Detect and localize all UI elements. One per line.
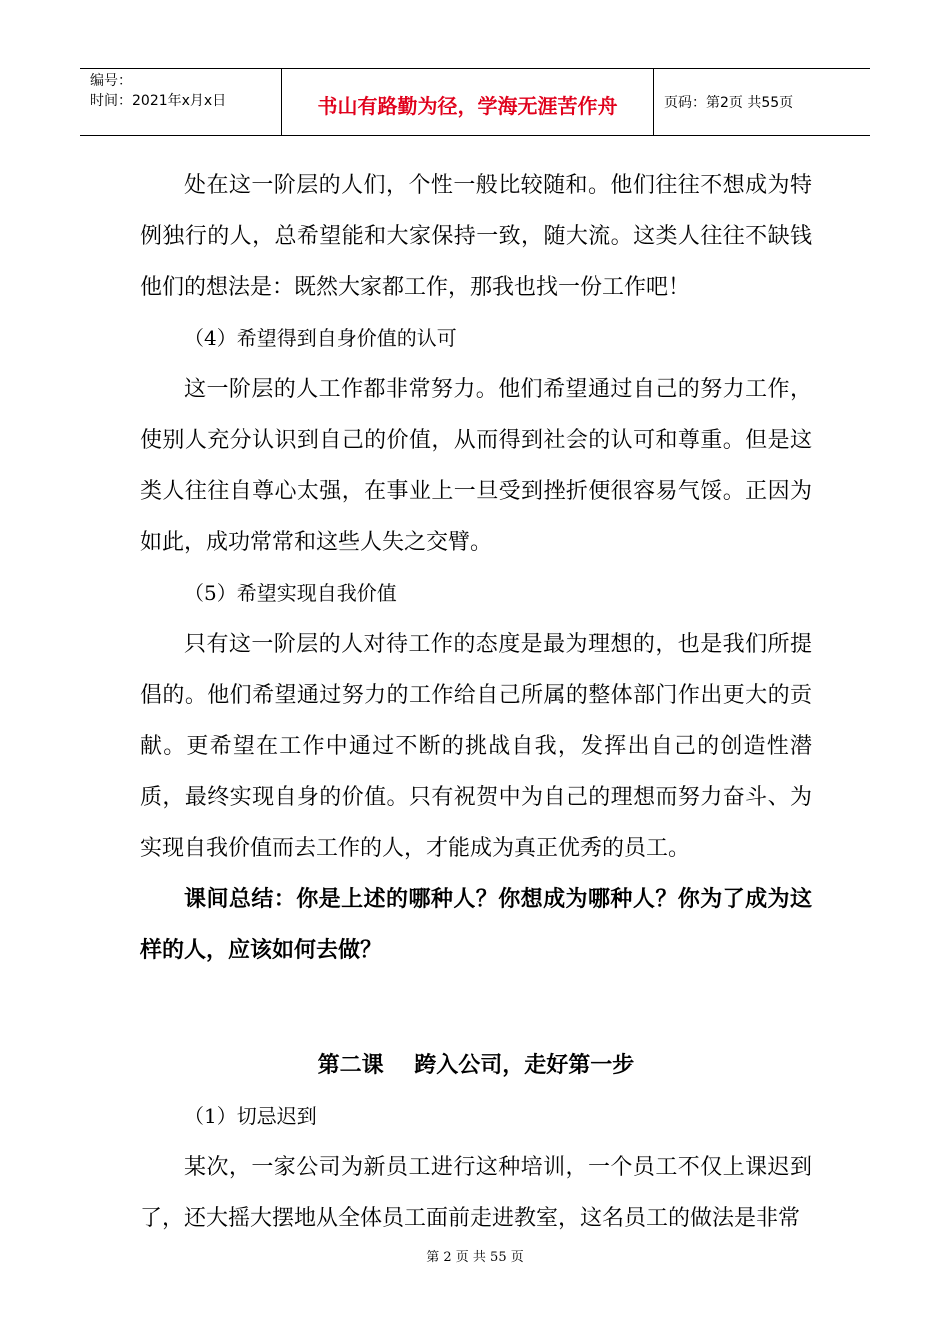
header-motto: 书山有路勤为径，学海无涯苦作舟 — [282, 69, 654, 135]
subheading-no-lateness: （1）切忌迟到 — [184, 1104, 317, 1128]
page-header — [80, 68, 870, 136]
paragraph-conformist: 处在这一阶层的人们，个性一般比较随和。他们往往不想成为特例独行的人，总希望能和大家保持一致，随大流。这类人往往不缺钱他们的想法是：既然大家都工作，那我也找一份工作吧！ — [140, 173, 812, 300]
header-meta — [80, 69, 282, 135]
document-body — [140, 160, 812, 1244]
header-page-info: 页码：第2页 共55页 — [664, 95, 794, 111]
document-date-label: 时间：2021年x月x日 — [90, 93, 227, 109]
paragraph-lateness-story: 某次，一家公司为新员工进行这种培训，一个员工不仅上课迟到了，还大摇大摆地从全体员工面前走进教室，这名员工的做法是非常 — [140, 1155, 812, 1231]
paragraph-self-realization: 只有这一阶层的人对待工作的态度是最为理想的，也是我们所提倡的。他们希望通过努力的工作给自己所属的整体部门作出更大的贡献。更希望在工作中通过不断的挑战自我，发挥出自己的创造性潜质，最终实现自身的价值。只有祝贺中为自己的理想而努力奋斗、为实现自我价值而去工作的人，才能成为真正优秀的员工。 — [140, 632, 812, 861]
paragraph-recognition: 这一阶层的人工作都非常努力。他们希望通过自己的努力工作，使别人充分认识到自己的价值，从而得到社会的认可和尊重。但是这类人往往自尊心太强，在事业上一旦受到挫折便很容易气馁。正因为如此，成功常常和这些人失之交臂。 — [140, 377, 812, 555]
page-footer: 第 2 页 共 55 页 — [426, 1250, 524, 1265]
subheading-recognition: （4）希望得到自身价值的认可 — [184, 326, 457, 350]
lesson-summary: 课间总结：你是上述的哪种人？你想成为哪种人？你为了成为这样的人，应该如何去做？ — [140, 887, 812, 963]
document-number-label: 编号： — [90, 73, 132, 89]
lesson-title: 第二课 跨入公司，走好第一步 — [317, 1053, 635, 1078]
subheading-self-realization: （5）希望实现自我价值 — [184, 581, 397, 605]
